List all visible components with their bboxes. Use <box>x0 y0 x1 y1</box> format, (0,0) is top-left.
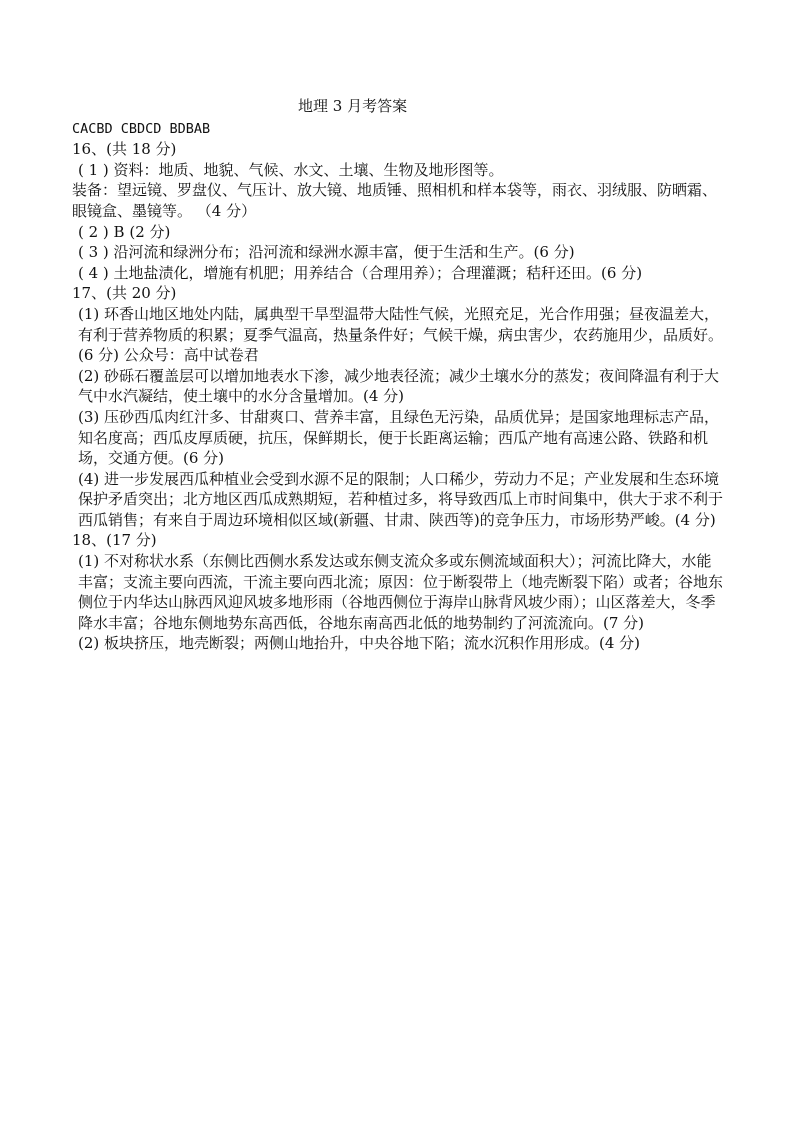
q17-part2: (2) 砂砾石覆盖层可以增加地表水下渗，减少地表径流；减少土壤水分的蒸发；夜间降温有利于大气中水汽凝结，使土壤中的水分含量增加。(4 分) <box>78 366 720 406</box>
q16-part1-data: ( 1 ) 资料：地质、地貌、气候、水文、土壤、生物及地形图等。 <box>78 160 504 179</box>
q16-part1-equipment: 装备：望远镜、罗盘仪、气压计、放大镜、地质锤、照相机和样本袋等，雨衣、羽绒服、防晒霜、眼镜盒、墨镜等。 （4 分） <box>72 181 718 220</box>
q17-part3: (3) 压砂西瓜肉红汁多、甘甜爽口、营养丰富，且绿色无污染，品质优异；是国家地理标志产品，知名度高；西瓜皮厚质硬，抗压，保鲜期长，便于长距离运输；西瓜产地有高速公路、铁路和机场，交通方便。(6 分) <box>78 407 720 468</box>
q16-part4: ( 4 ) 土地盐渍化，增施有机肥；用养结合（合理用养）；合理灌溉；秸秆还田。(6 分) <box>78 263 643 282</box>
q18-part2: (2) 板块挤压，地壳断裂；两侧山地抬升，中央谷地下陷；流水沉积作用形成。(4 分) <box>78 634 641 653</box>
choice-answers: CACBD CBDCD BDBAB <box>72 120 211 137</box>
q18-part1: (1) 不对称状水系（东侧比西侧水系发达或东侧支流众多或东侧流域面积大）；河流比降大，水能丰富；支流主要向西流，干流主要向西北流；原因：位于断裂带上（地壳断裂下陷）或者；谷地东侧位于内华达山脉西风迎风坡多地形雨（谷地西侧位于海岸山脉背风坡少雨）；山区落差大，冬季降水丰富；谷地东侧地势东高西低，谷地东南高西北低的地势制约了河流流向。(7 分) <box>78 552 724 632</box>
document-title: 地理 3 月考答案 <box>298 97 408 115</box>
q18-heading: 18、(17 分) <box>72 531 157 550</box>
q16-part3: ( 3 ) 沿河流和绿洲分布；沿河流和绿洲水源丰富，便于生活和生产。(6 分) <box>78 243 575 262</box>
q17-part4: (4) 进一步发展西瓜种植业会受到水源不足的限制；人口稀少，劳动力不足；产业发展和生态环境保护矛盾突出；北方地区西瓜成熟期短，若种植过多，将导致西瓜上市时间集中，供大于求不利于西瓜销售；有来自于周边环境相似区域(新疆、甘肃、陕西等)的竞争压力，市场形势严峻。(4 分) <box>78 469 724 529</box>
q16-heading: 16、(共 18 分) <box>72 140 177 159</box>
q17-heading: 17、(共 20 分) <box>72 284 177 303</box>
q16-part2: ( 2 ) B (2 分) <box>78 222 171 241</box>
answer-sheet <box>72 96 724 654</box>
q17-part1: (1) 环香山地区地处内陆，属典型干旱型温带大陆性气候，光照充足，光合作用强；昼夜温差大，有利于营养物质的积累；夏季气温高，热量条件好；气候干燥，病虫害少，农药施用少，品质好。(6 分) 公众号：高中试卷君 <box>78 304 724 365</box>
